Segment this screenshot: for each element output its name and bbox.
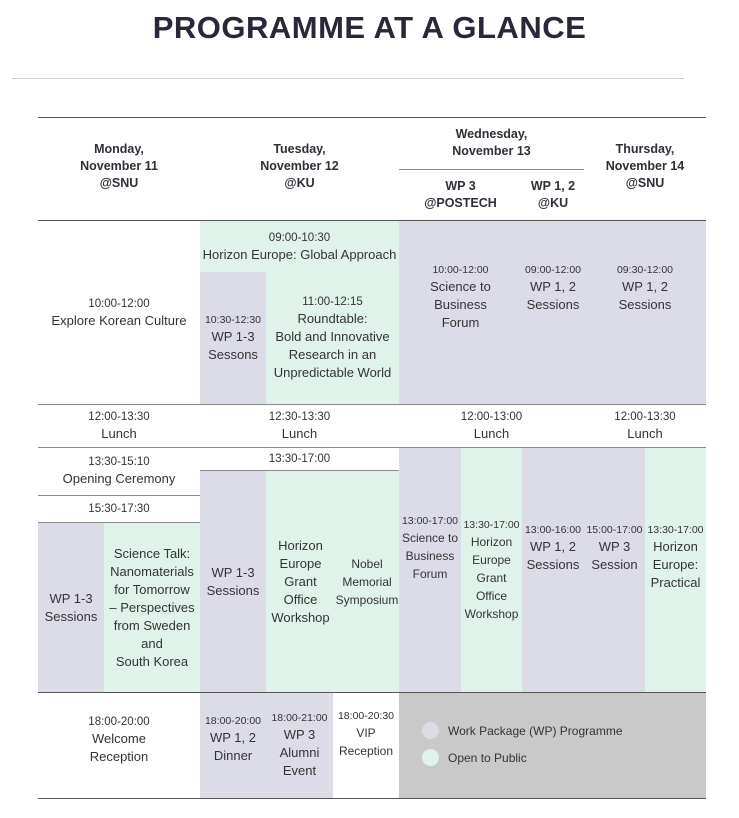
header-date: November 12	[260, 158, 339, 173]
lunch-bottom-rule	[38, 447, 706, 448]
tue-lunch-cell	[200, 405, 399, 447]
cell-line: Sessions	[526, 297, 580, 312]
purple-swatch-icon	[422, 722, 439, 739]
cell-time: 13:30-17:00	[268, 453, 331, 465]
cell-line: Nanomaterials	[110, 563, 194, 579]
cell-line: Office	[283, 591, 318, 607]
wed-grant-workshop-cell	[461, 448, 522, 692]
cell-line: Europe:	[652, 556, 699, 572]
cell-time: 18:00-20:00	[204, 715, 262, 727]
cell-time: 10:00-12:00	[88, 297, 150, 310]
cell-time: 09:00-10:30	[268, 231, 331, 244]
cell-line: WP 3	[598, 538, 631, 554]
cell-time: 13:30-17:00	[647, 523, 704, 536]
cell-title: Lunch	[101, 426, 137, 441]
header-date: November 13	[452, 144, 531, 158]
header-date: November 11	[80, 158, 158, 173]
header-wednesday	[399, 118, 584, 168]
cell-time: 11:00-12:15	[302, 296, 363, 308]
legend-label: Open to Public	[448, 750, 527, 765]
cell-line: Sessions	[44, 608, 98, 624]
thu-wp3-session-cell	[584, 448, 645, 692]
tue-global-approach-cell	[200, 221, 399, 272]
cell-line: WP 1, 2	[621, 279, 668, 294]
wed-forum-morning-cell	[399, 221, 522, 404]
tue-time-rule	[200, 470, 399, 471]
cell-time: 13:30-17:00	[463, 518, 520, 531]
table-top-rule	[38, 117, 706, 118]
header-wednesday-wp3	[399, 170, 522, 220]
cell-line: Bold and Innovative	[275, 329, 390, 344]
lunch-top-rule	[38, 404, 706, 405]
cell-time: 18:00-21:00	[271, 712, 328, 724]
cell-line: Research in an	[288, 347, 377, 362]
header-wp: WP 3	[445, 179, 476, 193]
evening-top-rule	[38, 692, 706, 693]
cell-line: Grant	[284, 573, 317, 589]
thu-morning-cell	[584, 221, 706, 404]
header-tuesday	[200, 118, 399, 220]
cell-line: VIP	[356, 726, 376, 740]
cell-line: Sessions	[526, 556, 580, 572]
cell-line: Memorial	[342, 574, 392, 589]
cell-line: Forum	[412, 566, 448, 581]
mon-opening-rule	[38, 495, 200, 496]
cell-time: 12:00-13:00	[460, 411, 523, 423]
title-divider	[12, 78, 684, 79]
wed-lunch-cell	[399, 405, 584, 447]
wed-wp-afternoon-cell	[522, 448, 584, 692]
cell-line: Reception	[338, 744, 394, 758]
cell-title: Explore Korean Culture	[51, 312, 187, 328]
tue-alumni-event-cell	[266, 693, 333, 798]
cell-time: 10:30-12:30	[204, 313, 262, 326]
header-thursday	[584, 118, 706, 220]
mon-science-talk-cell	[104, 523, 200, 692]
cell-time: 18:00-20:30	[337, 710, 395, 722]
mon-welcome-reception-cell	[38, 693, 200, 798]
cell-line: Event	[282, 763, 317, 778]
cell-line: Science Talk:	[113, 545, 191, 561]
cell-time: 09:30-12:00	[616, 264, 674, 276]
header-wednesday-wp12	[522, 170, 584, 220]
cell-line: WP 3	[283, 727, 316, 742]
header-day: Monday,	[94, 141, 144, 156]
cell-line: Science to	[430, 279, 491, 294]
mon-time-rule	[38, 522, 200, 523]
cell-line: Sessions	[206, 582, 260, 598]
cell-line: Dinner	[213, 748, 253, 763]
cell-line: Business	[405, 548, 455, 563]
header-venue: @KU	[284, 175, 315, 190]
cell-line: Workshop	[464, 606, 519, 621]
legend-item-public	[422, 749, 527, 766]
cell-line: Nobel	[351, 556, 383, 571]
mon-session-time-cell	[38, 496, 200, 522]
header-bottom-rule	[38, 220, 706, 221]
tue-afternoon-wp-cell	[200, 471, 266, 692]
cell-line: Horizon	[278, 537, 323, 553]
header-monday	[38, 118, 200, 220]
cell-line: Science to	[401, 530, 459, 545]
cell-line: Reception	[89, 748, 149, 764]
cell-time: 13:30-15:10	[88, 456, 150, 468]
cell-time: 10:00-12:00	[432, 264, 489, 276]
cell-line: for Tomorrow	[114, 581, 190, 597]
cell-line: from Sweden	[113, 617, 191, 633]
cell-time: 12:30-13:30	[268, 411, 331, 423]
wed-forum-afternoon-cell	[399, 448, 461, 692]
cell-time: 15:00-17:00	[586, 523, 643, 536]
header-day: Thursday,	[615, 141, 675, 156]
tue-wp-sessions-cell	[200, 272, 266, 404]
cell-line: WP 1, 2	[209, 730, 256, 745]
cell-time: 13:00-17:00	[401, 514, 459, 527]
cell-time: 18:00-20:00	[88, 715, 150, 728]
cell-time: 13:00-16:00	[524, 523, 582, 536]
cell-line: Welcome	[92, 730, 146, 746]
tue-dinner-cell	[200, 693, 266, 798]
tue-grant-workshop-cell	[266, 471, 335, 692]
cell-line: Grant	[476, 570, 507, 585]
tue-nobel-symposium-cell	[335, 471, 399, 692]
header-venue: @KU	[537, 196, 569, 210]
cell-title: Horizon Europe: Global Approach	[202, 246, 397, 262]
cell-line: Workshop	[271, 609, 330, 625]
cell-line: Symposium	[335, 592, 399, 607]
header-date: November 14	[605, 158, 685, 173]
cell-line: WP 1-3	[211, 328, 255, 344]
cell-line: Sessions	[618, 297, 672, 312]
cell-line: WP 1, 2	[529, 538, 576, 554]
green-swatch-icon	[422, 749, 439, 766]
thu-practical-cell	[645, 448, 706, 692]
cell-time: 12:00-13:30	[614, 411, 676, 423]
page-title: PROGRAMME AT A GLANCE	[152, 10, 587, 45]
cell-title: Lunch	[627, 426, 663, 441]
cell-line: Europe	[472, 552, 511, 567]
cell-line: Europe	[279, 555, 322, 571]
legend-item-wp	[422, 722, 623, 739]
cell-line: Alumni	[279, 745, 320, 760]
cell-title: Lunch	[473, 426, 510, 441]
legend-label: Work Package (WP) Programme	[448, 723, 623, 738]
wed-wp-morning-cell	[522, 221, 584, 404]
mon-lunch-cell	[38, 405, 200, 447]
header-day: Wednesday,	[455, 127, 528, 141]
cell-line: Practical	[650, 574, 701, 590]
cell-line: Roundtable:	[297, 311, 368, 326]
tue-afternoon-time-cell	[200, 448, 399, 470]
cell-line: and	[141, 635, 163, 651]
header-day: Tuesday,	[273, 141, 326, 156]
cell-line: Session	[591, 556, 638, 572]
thu-lunch-cell	[584, 405, 706, 447]
cell-time: 15:30-17:30	[88, 503, 150, 515]
cell-title: Opening Ceremony	[62, 471, 176, 486]
header-wp: WP 1, 2	[530, 179, 576, 193]
wednesday-subheader-rule	[399, 169, 584, 170]
cell-line: South Korea	[115, 653, 189, 669]
cell-line: Horizon	[653, 538, 698, 554]
mon-morning-cell	[38, 221, 200, 404]
header-venue: @SNU	[625, 175, 665, 190]
cell-line: – Perspectives	[109, 599, 195, 615]
mon-opening-cell	[38, 448, 200, 494]
cell-line: WP 1-3	[49, 590, 93, 606]
cell-line: Unpredictable World	[273, 365, 392, 380]
mon-wp-sessions-cell	[38, 523, 104, 692]
cell-time: 09:00-12:00	[524, 264, 582, 276]
cell-line: Sessons	[208, 346, 258, 362]
header-venue: @SNU	[99, 175, 139, 190]
cell-line: Horizon	[470, 534, 513, 549]
cell-line: WP 1, 2	[529, 279, 576, 294]
table-bottom-rule	[38, 798, 706, 799]
header-venue: @POSTECH	[424, 196, 497, 210]
cell-line: Forum	[441, 315, 480, 330]
cell-time: 12:00-13:30	[88, 411, 150, 423]
cell-line: WP 1-3	[211, 564, 255, 580]
cell-line: Office	[475, 588, 508, 603]
tue-vip-reception-cell	[333, 693, 399, 798]
cell-line: Business	[434, 297, 487, 312]
cell-title: Lunch	[281, 426, 318, 441]
legend-panel	[399, 693, 706, 798]
tue-roundtable-cell	[266, 272, 399, 404]
